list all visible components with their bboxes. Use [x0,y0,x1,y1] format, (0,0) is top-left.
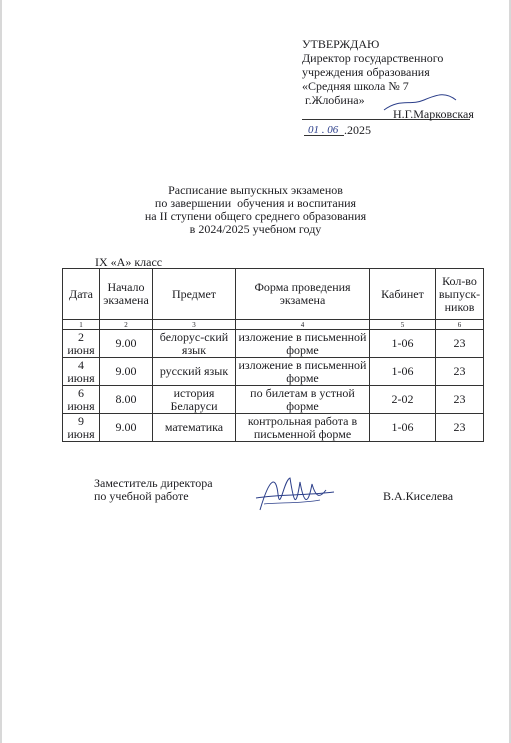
cell-graduates: 23 [436,414,484,442]
cell-form: изложение в письменной форме [236,330,370,358]
cell-date: 6 июня [63,386,100,414]
cell-graduates: 23 [436,386,484,414]
cell-form: контрольная работа в письменной форме [236,414,370,442]
document-title [0,184,511,236]
title-line: в 2024/2025 учебном году [189,222,322,236]
approval-date-year: .2025 [344,123,371,137]
approval-line: г.Жлобина» [302,93,365,107]
title-line: по завершении обучения и воспитания [154,196,357,210]
table-row [63,358,484,386]
header-form: Форма проведения экзамена [236,269,370,320]
footer-position [94,477,213,503]
exam-schedule-table [62,268,484,442]
column-number: 6 [436,320,484,330]
title-line: Расписание выпускных экзаменов [168,183,343,197]
header-date: Дата [63,269,100,320]
deputy-signature-mark [250,468,340,518]
approval-line: «Средняя школа № 7 [302,79,409,93]
cell-start: 9.00 [100,414,153,442]
approval-line: Директор государственного [302,51,444,65]
table-row [63,330,484,358]
cell-start: 9.00 [100,330,153,358]
scan-edge-left [0,0,2,743]
title-line: на II ступени общего среднего образования [144,209,367,223]
footer-signer: В.А.Киселева [383,489,454,503]
cell-subject: математика [153,414,236,442]
cell-room: 2-02 [370,386,436,414]
approval-line: учреждения образования [302,65,430,79]
header-subject: Предмет [153,269,236,320]
approval-date-row [302,123,502,137]
column-number: 3 [153,320,236,330]
column-number: 2 [100,320,153,330]
cell-graduates: 23 [436,330,484,358]
date-underline [304,135,344,136]
cell-room: 1-06 [370,330,436,358]
footer-position-line: Заместитель директора [94,476,213,490]
cell-form: изложение в письменной форме [236,358,370,386]
cell-date: 9 июня [63,414,100,442]
column-number-row [63,320,484,330]
cell-room: 1-06 [370,358,436,386]
column-number: 1 [63,320,100,330]
approval-signer: Н.Г.Марковская [393,107,474,121]
cell-room: 1-06 [370,414,436,442]
cell-form: по билетам в устной форме [236,386,370,414]
cell-subject: русский язык [153,358,236,386]
cell-date: 4 июня [63,358,100,386]
cell-subject: белорус-ский язык [153,330,236,358]
director-signature-mark [380,70,460,118]
cell-subject: история Беларуси [153,386,236,414]
column-number: 5 [370,320,436,330]
cell-graduates: 23 [436,358,484,386]
approval-heading: УТВЕРЖДАЮ [302,37,380,51]
table-row [63,414,484,442]
class-label: IX «А» класс [95,255,163,269]
table-row [63,386,484,414]
cell-start: 9.00 [100,358,153,386]
column-number: 4 [236,320,370,330]
cell-date: 2 июня [63,330,100,358]
footer-position-line: по учебной работе [94,489,189,503]
approval-date-handwritten: 01 . 06 [308,124,339,136]
header-start: Начало экзамена [100,269,153,320]
cell-start: 8.00 [100,386,153,414]
table-header-row [63,269,484,320]
header-room: Кабинет [370,269,436,320]
header-graduates: Кол-во выпуск-ников [436,269,484,320]
